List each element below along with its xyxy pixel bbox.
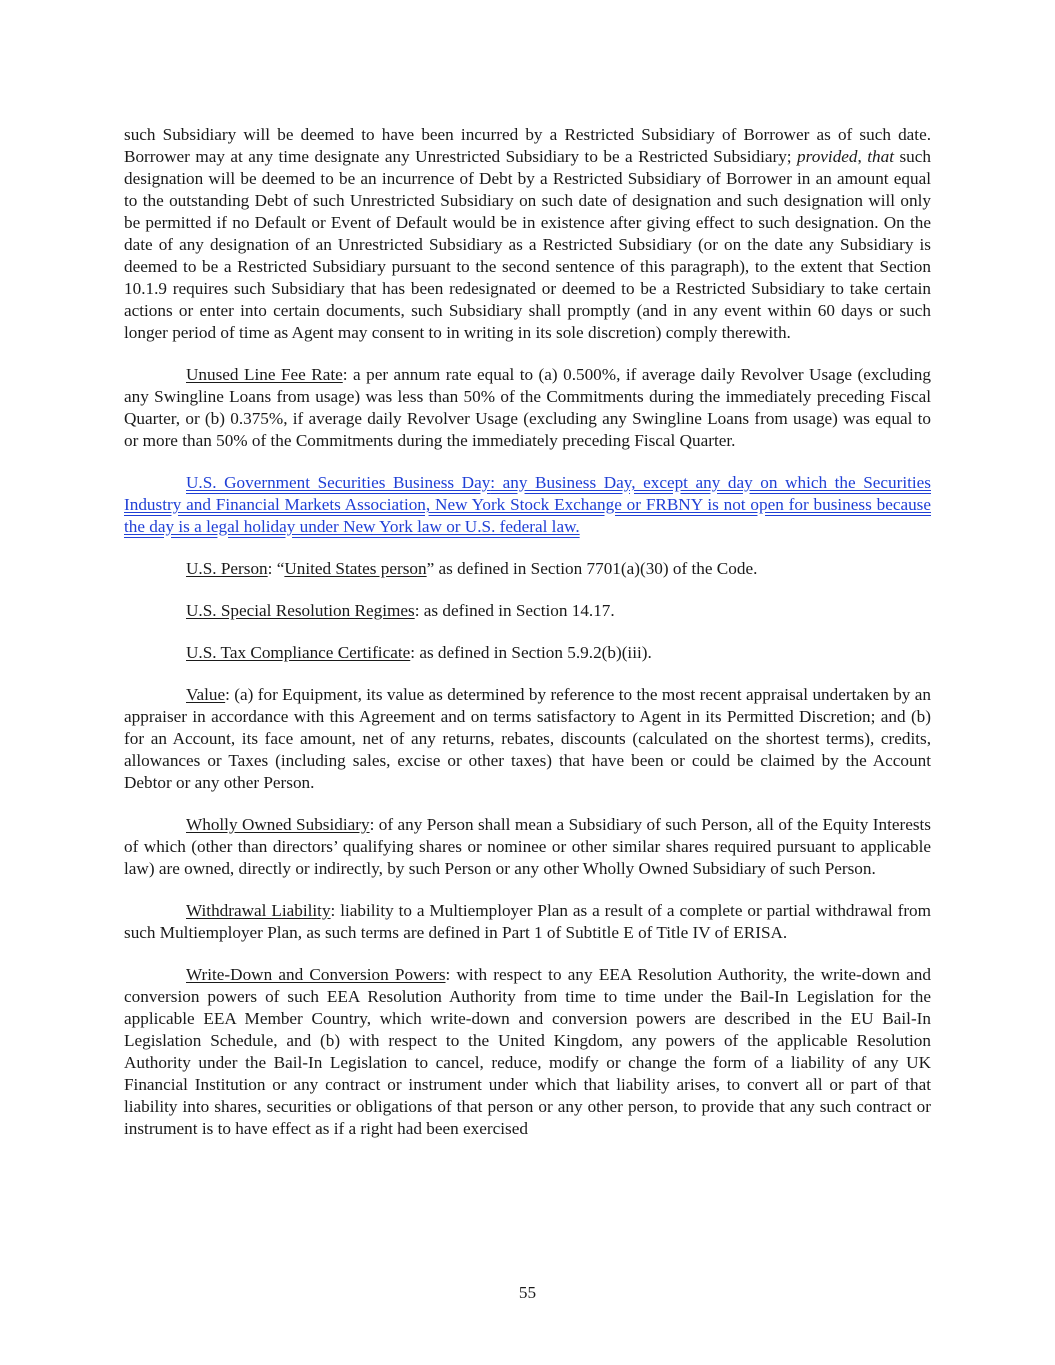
defined-term: Wholly Owned Subsidiary — [186, 815, 370, 834]
definition-text: : of any Person shall mean a Subsidiary of such Person, all of the Equity Interests of which (other than directors’ qualifying shares or nominee or other similar shares required pursuant to applicable law) are owned, directly or indirectly, by such Person or any other Wholly Owned Subsidiary of such Person. — [124, 815, 931, 878]
definition-text: : as defined in Section 14.17. — [414, 601, 615, 620]
page-number: 55 — [518, 1283, 537, 1302]
inner-defined-term: United States person — [284, 559, 427, 578]
defined-term: Unused Line Fee Rate — [186, 365, 343, 384]
proviso-italic-that: that — [867, 147, 895, 166]
definition-text-inserted: : any Business Day, except any day on which the Securities Industry and Financial Markets Association, New York Stock Exchange or FRBNY is not open for business because the day is a legal holiday under New York law or U.S. federal law. — [124, 473, 931, 536]
proviso-italic: provided — [797, 147, 858, 166]
definition-text: : as defined in Section 5.9.2(b)(iii). — [410, 643, 652, 662]
definition-write-down-conversion-powers — [124, 964, 931, 1140]
definition-value — [124, 684, 931, 794]
definition-us-special-resolution-regimes — [124, 600, 931, 622]
definition-withdrawal-liability — [124, 900, 931, 944]
definition-text: : a per annum rate equal to (a) 0.500%, if average daily Revolver Usage (excluding any Swingline Loans from usage) was less than 50% of the Commitments during the immediately preceding Fiscal Quarter, or (b) 0.375%, if average daily Revolver Usage (excluding any Swingline Loans from usage) was equal to or more than 50% of the Commitments during the immediately preceding Fiscal Quarter. — [124, 365, 931, 450]
defined-term: Write-Down and Conversion Powers — [186, 965, 446, 984]
definition-text: : with respect to any EEA Resolution Authority, the write-down and conversion powers of such EEA Resolution Authority from time to time under the Bail-In Legislation for the applicable EEA Member Country, which write-down and conversion powers are described in the EU Bail-In Legislation Schedule, and (b) with respect to the United Kingdom, any powers of the applicable Resolution Authority under the Bail-In Legislation to cancel, reduce, modify or change the form of a liability of any UK Financial Institution or any contract or instrument under which that liability arises, to convert all or part of that liability into shares, securities or obligations of that person or any other person, to provide that any such contract or instrument is to have effect as if a right had been exercised — [124, 965, 931, 1138]
defined-term: Value — [186, 685, 226, 704]
defined-term: Withdrawal Liability — [186, 901, 331, 920]
definition-unused-line-fee-rate — [124, 364, 931, 452]
definition-text: : (a) for Equipment, its value as determined by reference to the most recent appraisal undertaken by an appraiser in accordance with this Agreement and on terms satisfactory to Agent in its Permitted Discretion; and (b) for an Account, its face amount, net of any returns, rebates, discounts (calculated on the shortest terms), credits, allowances or Taxes (including sales, excise or other taxes) that have been or could be claimed by the Account Debtor or any other Person. — [124, 685, 931, 792]
definition-text: : “ — [267, 559, 285, 578]
defined-term-inserted: U.S. Government Securities Business Day — [186, 473, 491, 492]
definition-text: : liability to a Multiemployer Plan as a result of a complete or partial withdrawal from such Multiemployer Plan, as such terms are defined in Part 1 of Subtitle E of Title IV of ERISA. — [124, 901, 932, 942]
definition-text-post: ” as defined in Section 7701(a)(30) of the Code. — [426, 559, 758, 578]
defined-term: U.S. Person — [186, 559, 268, 578]
definition-us-tax-compliance-certificate — [124, 642, 931, 664]
definition-wholly-owned-subsidiary — [124, 814, 931, 880]
defined-term: U.S. Special Resolution Regimes — [186, 601, 415, 620]
continuation-paragraph — [124, 124, 931, 344]
definition-us-gov-securities-business-day — [124, 472, 931, 538]
continuation-text: such Subsidiary will be deemed to have been incurred by a Restricted Subsidiary of Borrower as of such date. Borrower may at any time designate any Unrestricted Subsidiary to be a Restricted Subsidiary; — [124, 125, 931, 166]
document-body — [124, 124, 931, 1160]
continuation-comma: , — [857, 147, 868, 166]
defined-term: U.S. Tax Compliance Certificate — [186, 643, 411, 662]
continuation-text-2: such designation will be deemed to be an incurrence of Debt by a Restricted Subsidiary of Borrower in an amount equal to the outstanding Debt of such Unrestricted Subsidiary on such date of designation and such designation will only be permitted if no Default or Event of Default would be in existence after giving effect to such designation. On the date of any designation of an Unrestricted Subsidiary as a Restricted Subsidiary (or on the date any Subsidiary is deemed to be a Restricted Subsidiary pursuant to the second sentence of this paragraph), to the extent that Section 10.1.9 requires such Subsidiary that has been redesignated or deemed to be a Restricted Subsidiary to take certain actions or enter into certain documents, such Subsidiary shall promptly (and in any event within 60 days or such longer period of time as Agent may consent to in writing in its sole discretion) comply therewith. — [124, 147, 931, 342]
definition-us-person — [124, 558, 931, 580]
